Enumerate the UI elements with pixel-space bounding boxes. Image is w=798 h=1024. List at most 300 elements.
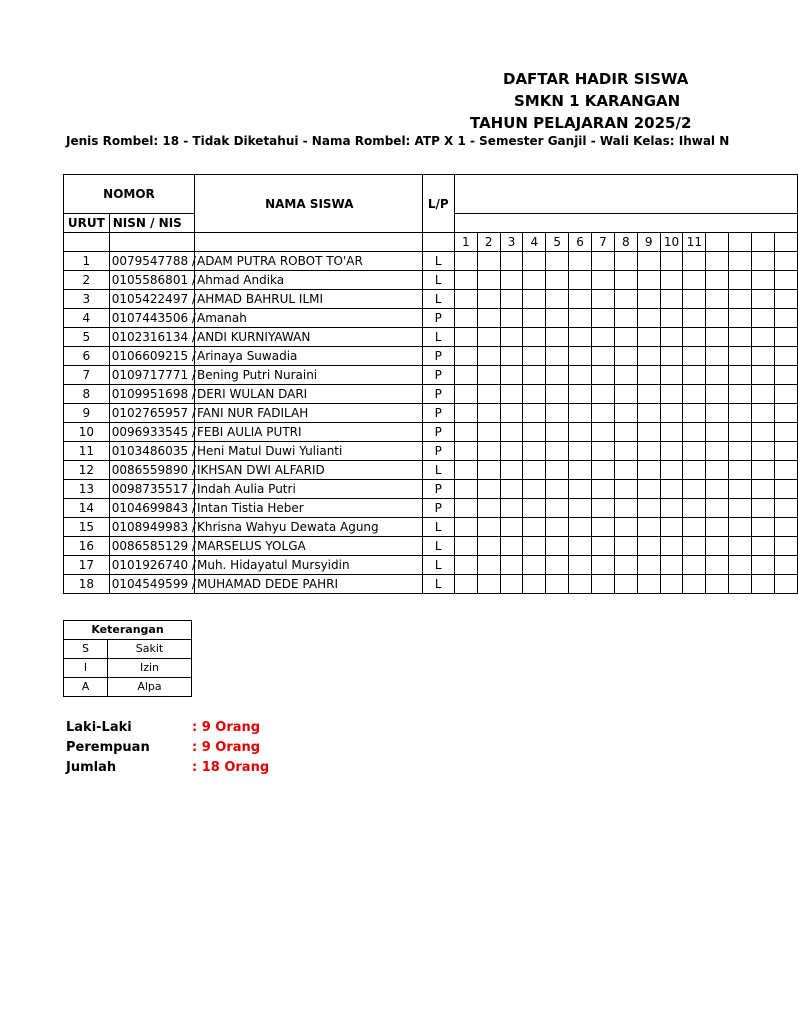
attendance-cell[interactable] xyxy=(614,385,637,404)
gender-cell: P xyxy=(422,404,454,423)
attendance-cell[interactable] xyxy=(477,385,500,404)
attendance-cell[interactable] xyxy=(454,499,477,518)
attendance-cell[interactable] xyxy=(637,499,660,518)
attendance-cell[interactable] xyxy=(752,290,775,309)
attendance-cell[interactable] xyxy=(706,556,729,575)
header-day-numbers xyxy=(64,233,798,252)
attendance-cell[interactable] xyxy=(660,347,683,366)
student-row xyxy=(64,385,798,404)
attendance-cell[interactable] xyxy=(752,309,775,328)
attendance-cell[interactable] xyxy=(523,442,546,461)
attendance-cell[interactable] xyxy=(454,290,477,309)
attendance-cell[interactable] xyxy=(752,385,775,404)
attendance-cell[interactable] xyxy=(729,537,752,556)
attendance-cell[interactable] xyxy=(729,385,752,404)
attendance-cell[interactable] xyxy=(660,404,683,423)
attendance-cell[interactable] xyxy=(637,518,660,537)
attendance-cell[interactable] xyxy=(477,271,500,290)
attendance-cell[interactable] xyxy=(752,518,775,537)
attendance-cell[interactable] xyxy=(592,461,615,480)
attendance-cell[interactable] xyxy=(592,328,615,347)
attendance-cell[interactable] xyxy=(569,404,592,423)
attendance-cell[interactable] xyxy=(500,366,523,385)
legend-label: Izin xyxy=(108,659,192,678)
attendance-cell[interactable] xyxy=(523,575,546,594)
attendance-cell[interactable] xyxy=(569,328,592,347)
attendance-cell[interactable] xyxy=(523,366,546,385)
attendance-cell[interactable] xyxy=(706,271,729,290)
attendance-cell[interactable] xyxy=(523,461,546,480)
attendance-cell[interactable] xyxy=(546,537,569,556)
row-number: 8 xyxy=(64,385,110,404)
attendance-cell[interactable] xyxy=(500,461,523,480)
attendance-cell[interactable] xyxy=(592,499,615,518)
attendance-cell[interactable] xyxy=(592,290,615,309)
attendance-cell[interactable] xyxy=(660,309,683,328)
attendance-cell[interactable] xyxy=(706,499,729,518)
attendance-cell[interactable] xyxy=(546,575,569,594)
student-name: AHMAD BAHRUL ILMI xyxy=(194,290,422,309)
attendance-cell[interactable] xyxy=(774,328,797,347)
attendance-cell[interactable] xyxy=(614,556,637,575)
attendance-cell[interactable] xyxy=(477,442,500,461)
attendance-cell[interactable] xyxy=(546,290,569,309)
attendance-cell[interactable] xyxy=(660,442,683,461)
attendance-cell[interactable] xyxy=(729,404,752,423)
attendance-cell[interactable] xyxy=(774,366,797,385)
attendance-cell[interactable] xyxy=(569,480,592,499)
attendance-cell[interactable] xyxy=(774,290,797,309)
attendance-cell[interactable] xyxy=(569,271,592,290)
attendance-cell[interactable] xyxy=(500,347,523,366)
attendance-cell[interactable] xyxy=(752,537,775,556)
student-name: Muh. Hidayatul Mursyidin xyxy=(194,556,422,575)
attendance-cell[interactable] xyxy=(569,290,592,309)
attendance-cell[interactable] xyxy=(729,556,752,575)
attendance-cell[interactable] xyxy=(477,347,500,366)
attendance-cell[interactable] xyxy=(637,404,660,423)
student-row xyxy=(64,290,798,309)
attendance-cell[interactable] xyxy=(660,480,683,499)
attendance-cell[interactable] xyxy=(592,309,615,328)
nisn-cell: 0107443506 / xyxy=(109,309,194,328)
attendance-cell[interactable] xyxy=(500,385,523,404)
attendance-cell[interactable] xyxy=(660,537,683,556)
attendance-cell[interactable] xyxy=(523,328,546,347)
attendance-cell[interactable] xyxy=(546,385,569,404)
gender-cell: L xyxy=(422,518,454,537)
attendance-cell[interactable] xyxy=(774,461,797,480)
attendance-cell[interactable] xyxy=(752,499,775,518)
attendance-cell[interactable] xyxy=(683,347,706,366)
nisn-cell: 0109951698 / xyxy=(109,385,194,404)
attendance-cell[interactable] xyxy=(592,347,615,366)
attendance-cell[interactable] xyxy=(706,252,729,271)
attendance-cell[interactable] xyxy=(660,328,683,347)
attendance-cell[interactable] xyxy=(683,366,706,385)
gender-cell: L xyxy=(422,328,454,347)
attendance-cell[interactable] xyxy=(546,309,569,328)
attendance-cell[interactable] xyxy=(706,328,729,347)
attendance-cell[interactable] xyxy=(500,556,523,575)
attendance-cell[interactable] xyxy=(546,461,569,480)
attendance-cell[interactable] xyxy=(706,290,729,309)
attendance-cell[interactable] xyxy=(706,423,729,442)
attendance-cell[interactable] xyxy=(477,575,500,594)
attendance-cell[interactable] xyxy=(729,518,752,537)
attendance-cell[interactable] xyxy=(637,366,660,385)
attendance-cell[interactable] xyxy=(454,252,477,271)
attendance-cell[interactable] xyxy=(774,537,797,556)
attendance-cell[interactable] xyxy=(729,575,752,594)
student-row xyxy=(64,575,798,594)
attendance-cell[interactable] xyxy=(592,404,615,423)
attendance-cell[interactable] xyxy=(752,328,775,347)
attendance-cell[interactable] xyxy=(592,252,615,271)
attendance-cell[interactable] xyxy=(477,290,500,309)
attendance-cell[interactable] xyxy=(683,271,706,290)
attendance-cell[interactable] xyxy=(523,499,546,518)
attendance-cell[interactable] xyxy=(729,366,752,385)
attendance-cell[interactable] xyxy=(637,423,660,442)
attendance-cell[interactable] xyxy=(454,556,477,575)
attendance-cell[interactable] xyxy=(637,575,660,594)
attendance-cell[interactable] xyxy=(637,328,660,347)
attendance-cell[interactable] xyxy=(637,442,660,461)
attendance-cell[interactable] xyxy=(523,480,546,499)
attendance-cell[interactable] xyxy=(683,518,706,537)
attendance-cell[interactable] xyxy=(500,537,523,556)
attendance-cell[interactable] xyxy=(569,423,592,442)
attendance-cell[interactable] xyxy=(660,461,683,480)
attendance-cell[interactable] xyxy=(592,385,615,404)
attendance-cell[interactable] xyxy=(500,499,523,518)
attendance-cell[interactable] xyxy=(477,328,500,347)
attendance-cell[interactable] xyxy=(683,461,706,480)
attendance-cell[interactable] xyxy=(706,309,729,328)
attendance-cell[interactable] xyxy=(660,518,683,537)
attendance-cell[interactable] xyxy=(477,366,500,385)
attendance-cell[interactable] xyxy=(683,499,706,518)
row-number: 2 xyxy=(64,271,110,290)
attendance-cell[interactable] xyxy=(729,480,752,499)
attendance-cell[interactable] xyxy=(546,556,569,575)
attendance-cell[interactable] xyxy=(637,290,660,309)
attendance-cell[interactable] xyxy=(592,537,615,556)
attendance-cell[interactable] xyxy=(500,328,523,347)
attendance-cell[interactable] xyxy=(477,461,500,480)
attendance-cell[interactable] xyxy=(683,252,706,271)
attendance-cell[interactable] xyxy=(752,366,775,385)
attendance-cell[interactable] xyxy=(683,442,706,461)
attendance-cell[interactable] xyxy=(683,575,706,594)
attendance-cell[interactable] xyxy=(500,290,523,309)
attendance-cell[interactable] xyxy=(683,537,706,556)
attendance-cell[interactable] xyxy=(546,480,569,499)
attendance-cell[interactable] xyxy=(614,366,637,385)
attendance-cell[interactable] xyxy=(706,404,729,423)
summary-value: : 18 Orang xyxy=(192,760,270,775)
attendance-cell[interactable] xyxy=(614,537,637,556)
attendance-cell[interactable] xyxy=(500,442,523,461)
attendance-cell[interactable] xyxy=(614,461,637,480)
attendance-cell[interactable] xyxy=(592,271,615,290)
attendance-cell[interactable] xyxy=(500,480,523,499)
attendance-cell[interactable] xyxy=(523,309,546,328)
attendance-cell[interactable] xyxy=(614,309,637,328)
attendance-cell[interactable] xyxy=(569,461,592,480)
attendance-cell[interactable] xyxy=(660,499,683,518)
blank-cell xyxy=(774,233,797,252)
attendance-cell[interactable] xyxy=(729,290,752,309)
attendance-cell[interactable] xyxy=(477,518,500,537)
student-name: Intan Tistia Heber xyxy=(194,499,422,518)
attendance-cell[interactable] xyxy=(774,442,797,461)
attendance-cell[interactable] xyxy=(706,366,729,385)
attendance-cell[interactable] xyxy=(683,480,706,499)
attendance-cell[interactable] xyxy=(569,347,592,366)
attendance-cell[interactable] xyxy=(706,480,729,499)
attendance-cell[interactable] xyxy=(477,309,500,328)
attendance-cell[interactable] xyxy=(569,309,592,328)
attendance-cell[interactable] xyxy=(569,442,592,461)
attendance-cell[interactable] xyxy=(454,271,477,290)
attendance-cell[interactable] xyxy=(546,518,569,537)
attendance-cell[interactable] xyxy=(729,309,752,328)
summary-value: : 9 Orang xyxy=(192,740,261,755)
attendance-cell[interactable] xyxy=(752,423,775,442)
attendance-cell[interactable] xyxy=(523,556,546,575)
attendance-cell[interactable] xyxy=(752,461,775,480)
attendance-cell[interactable] xyxy=(660,252,683,271)
attendance-cell[interactable] xyxy=(523,537,546,556)
attendance-cell[interactable] xyxy=(614,328,637,347)
attendance-cell[interactable] xyxy=(500,423,523,442)
attendance-cell[interactable] xyxy=(614,271,637,290)
attendance-cell[interactable] xyxy=(752,347,775,366)
attendance-cell[interactable] xyxy=(637,271,660,290)
attendance-cell[interactable] xyxy=(454,575,477,594)
attendance-cell[interactable] xyxy=(637,537,660,556)
attendance-cell[interactable] xyxy=(454,480,477,499)
attendance-cell[interactable] xyxy=(546,404,569,423)
attendance-cell[interactable] xyxy=(706,385,729,404)
attendance-cell[interactable] xyxy=(752,442,775,461)
attendance-cell[interactable] xyxy=(614,499,637,518)
attendance-cell[interactable] xyxy=(729,499,752,518)
attendance-cell[interactable] xyxy=(592,423,615,442)
attendance-cell[interactable] xyxy=(454,461,477,480)
attendance-cell[interactable] xyxy=(500,252,523,271)
attendance-cell[interactable] xyxy=(546,366,569,385)
attendance-cell[interactable] xyxy=(592,366,615,385)
attendance-cell[interactable] xyxy=(637,347,660,366)
attendance-cell[interactable] xyxy=(546,328,569,347)
attendance-cell[interactable] xyxy=(614,423,637,442)
attendance-cell[interactable] xyxy=(569,537,592,556)
attendance-cell[interactable] xyxy=(569,575,592,594)
gender-cell: L xyxy=(422,575,454,594)
title-school: SMKN 1 KARANGAN xyxy=(514,92,681,110)
attendance-cell[interactable] xyxy=(706,537,729,556)
attendance-cell[interactable] xyxy=(774,347,797,366)
day-number: 10 xyxy=(660,233,683,252)
attendance-cell[interactable] xyxy=(454,328,477,347)
attendance-cell[interactable] xyxy=(454,518,477,537)
student-name: MUHAMAD DEDE PAHRI xyxy=(194,575,422,594)
attendance-cell[interactable] xyxy=(569,366,592,385)
attendance-cell[interactable] xyxy=(774,480,797,499)
attendance-cell[interactable] xyxy=(614,480,637,499)
attendance-cell[interactable] xyxy=(774,556,797,575)
attendance-cell[interactable] xyxy=(706,461,729,480)
student-name: Indah Aulia Putri xyxy=(194,480,422,499)
attendance-cell[interactable] xyxy=(683,423,706,442)
attendance-cell[interactable] xyxy=(614,404,637,423)
attendance-cell[interactable] xyxy=(774,271,797,290)
attendance-cell[interactable] xyxy=(523,271,546,290)
attendance-cell[interactable] xyxy=(523,518,546,537)
attendance-cell[interactable] xyxy=(546,347,569,366)
summary-value: : 9 Orang xyxy=(192,720,261,735)
attendance-cell[interactable] xyxy=(752,575,775,594)
row-number: 18 xyxy=(64,575,110,594)
attendance-cell[interactable] xyxy=(660,575,683,594)
attendance-cell[interactable] xyxy=(774,518,797,537)
attendance-cell[interactable] xyxy=(729,328,752,347)
attendance-cell[interactable] xyxy=(614,442,637,461)
attendance-cell[interactable] xyxy=(477,252,500,271)
attendance-cell[interactable] xyxy=(660,423,683,442)
attendance-cell[interactable] xyxy=(454,404,477,423)
attendance-cell[interactable] xyxy=(752,480,775,499)
attendance-cell[interactable] xyxy=(752,271,775,290)
attendance-cell[interactable] xyxy=(614,290,637,309)
attendance-cell[interactable] xyxy=(546,499,569,518)
student-row xyxy=(64,366,798,385)
attendance-cell[interactable] xyxy=(660,385,683,404)
attendance-cell[interactable] xyxy=(614,575,637,594)
attendance-cell[interactable] xyxy=(454,537,477,556)
attendance-cell[interactable] xyxy=(592,575,615,594)
attendance-cell[interactable] xyxy=(683,404,706,423)
attendance-cell[interactable] xyxy=(454,347,477,366)
attendance-cell[interactable] xyxy=(454,385,477,404)
attendance-cell[interactable] xyxy=(774,423,797,442)
attendance-cell[interactable] xyxy=(660,556,683,575)
attendance-cell[interactable] xyxy=(500,404,523,423)
attendance-cell[interactable] xyxy=(637,480,660,499)
attendance-cell[interactable] xyxy=(614,518,637,537)
attendance-cell[interactable] xyxy=(477,556,500,575)
attendance-cell[interactable] xyxy=(454,309,477,328)
attendance-cell[interactable] xyxy=(637,252,660,271)
attendance-cell[interactable] xyxy=(454,423,477,442)
attendance-cell[interactable] xyxy=(774,309,797,328)
attendance-cell[interactable] xyxy=(752,252,775,271)
attendance-cell[interactable] xyxy=(752,556,775,575)
attendance-cell[interactable] xyxy=(523,423,546,442)
attendance-cell[interactable] xyxy=(569,518,592,537)
attendance-cell[interactable] xyxy=(569,252,592,271)
attendance-cell[interactable] xyxy=(706,575,729,594)
attendance-cell[interactable] xyxy=(569,385,592,404)
attendance-cell[interactable] xyxy=(683,556,706,575)
attendance-cell[interactable] xyxy=(523,290,546,309)
attendance-cell[interactable] xyxy=(523,252,546,271)
attendance-cell[interactable] xyxy=(477,404,500,423)
attendance-cell[interactable] xyxy=(569,499,592,518)
attendance-cell[interactable] xyxy=(569,556,592,575)
attendance-cell[interactable] xyxy=(546,442,569,461)
attendance-cell[interactable] xyxy=(660,271,683,290)
attendance-cell[interactable] xyxy=(774,385,797,404)
attendance-cell[interactable] xyxy=(523,385,546,404)
attendance-cell[interactable] xyxy=(752,404,775,423)
attendance-cell[interactable] xyxy=(614,347,637,366)
attendance-cell[interactable] xyxy=(660,366,683,385)
attendance-table-wrap xyxy=(63,174,703,602)
attendance-cell[interactable] xyxy=(683,385,706,404)
attendance-cell[interactable] xyxy=(774,575,797,594)
attendance-cell[interactable] xyxy=(477,537,500,556)
attendance-cell[interactable] xyxy=(592,556,615,575)
attendance-cell[interactable] xyxy=(637,385,660,404)
attendance-cell[interactable] xyxy=(706,518,729,537)
title-attendance: DAFTAR HADIR SISWA xyxy=(503,70,689,88)
attendance-cell[interactable] xyxy=(500,309,523,328)
attendance-cell[interactable] xyxy=(546,423,569,442)
attendance-cell[interactable] xyxy=(546,252,569,271)
attendance-cell[interactable] xyxy=(500,518,523,537)
attendance-cell[interactable] xyxy=(660,290,683,309)
attendance-cell[interactable] xyxy=(729,252,752,271)
student-row xyxy=(64,328,798,347)
attendance-cell[interactable] xyxy=(683,328,706,347)
attendance-cell[interactable] xyxy=(729,442,752,461)
attendance-cell[interactable] xyxy=(729,461,752,480)
header-row-1 xyxy=(64,175,798,214)
attendance-cell[interactable] xyxy=(546,271,569,290)
attendance-cell[interactable] xyxy=(637,309,660,328)
attendance-cell[interactable] xyxy=(592,442,615,461)
attendance-cell[interactable] xyxy=(774,252,797,271)
attendance-cell[interactable] xyxy=(500,575,523,594)
attendance-cell[interactable] xyxy=(592,480,615,499)
attendance-cell[interactable] xyxy=(523,404,546,423)
attendance-cell[interactable] xyxy=(454,366,477,385)
attendance-cell[interactable] xyxy=(729,271,752,290)
attendance-cell[interactable] xyxy=(706,442,729,461)
attendance-cell[interactable] xyxy=(477,480,500,499)
attendance-cell[interactable] xyxy=(706,347,729,366)
attendance-cell[interactable] xyxy=(729,423,752,442)
attendance-cell[interactable] xyxy=(614,252,637,271)
attendance-cell[interactable] xyxy=(774,404,797,423)
attendance-cell[interactable] xyxy=(637,461,660,480)
attendance-cell[interactable] xyxy=(637,556,660,575)
attendance-cell[interactable] xyxy=(477,423,500,442)
attendance-cell[interactable] xyxy=(774,499,797,518)
attendance-cell[interactable] xyxy=(729,347,752,366)
attendance-cell[interactable] xyxy=(592,518,615,537)
attendance-cell[interactable] xyxy=(477,499,500,518)
attendance-cell[interactable] xyxy=(523,347,546,366)
attendance-cell[interactable] xyxy=(683,290,706,309)
attendance-cell[interactable] xyxy=(454,442,477,461)
attendance-cell[interactable] xyxy=(683,309,706,328)
attendance-cell[interactable] xyxy=(500,271,523,290)
